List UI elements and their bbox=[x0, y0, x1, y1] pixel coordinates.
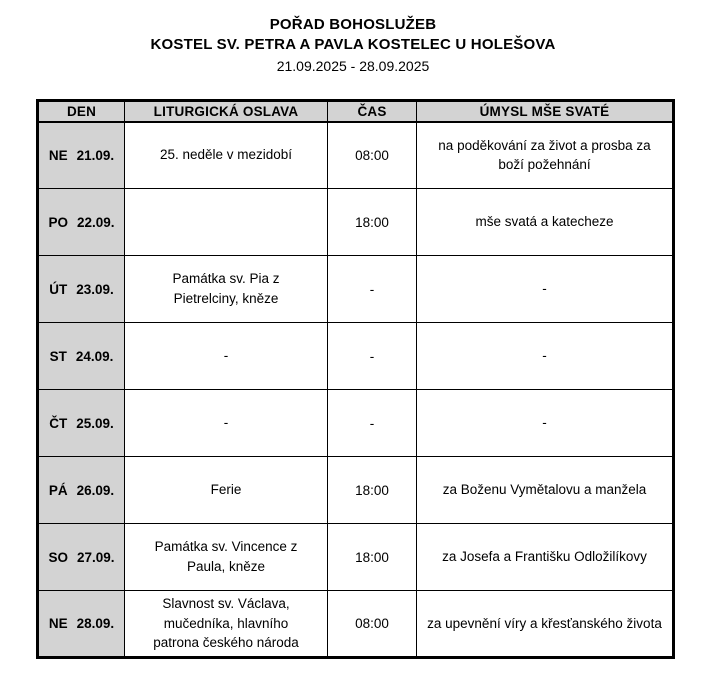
day-date: 25.09. bbox=[76, 415, 114, 431]
intention-cell: za Josefa a Františku Odložilíkovy bbox=[417, 524, 674, 591]
time-cell: - bbox=[328, 390, 417, 457]
day-date: 27.09. bbox=[76, 549, 115, 565]
intention-cell: mše svatá a katecheze bbox=[417, 189, 674, 256]
day-abbreviation: ČT bbox=[49, 415, 68, 431]
day-cell bbox=[38, 524, 125, 591]
day-date: 21.09. bbox=[76, 147, 115, 163]
schedule-table-head bbox=[38, 101, 674, 122]
time-cell: 18:00 bbox=[328, 189, 417, 256]
celebration-cell: 25. neděle v mezidobí bbox=[125, 122, 328, 189]
day-wrap bbox=[42, 282, 121, 297]
day-cell bbox=[38, 256, 125, 323]
table-row bbox=[38, 390, 674, 457]
day-wrap bbox=[42, 416, 121, 431]
celebration-cell: - bbox=[125, 323, 328, 390]
church-name: KOSTEL SV. PETRA A PAVLA KOSTELEC U HOLEŠOVA bbox=[150, 36, 556, 53]
day-wrap bbox=[42, 215, 121, 230]
day-abbreviation: PÁ bbox=[48, 482, 68, 498]
celebration-cell: Památka sv. Pia z Pietrelciny, kněze bbox=[125, 256, 328, 323]
day-wrap bbox=[42, 148, 121, 163]
intention-cell: za Boženu Vymětalovu a manžela bbox=[417, 457, 674, 524]
table-row bbox=[38, 457, 674, 524]
day-date: 26.09. bbox=[76, 482, 115, 498]
intention-cell: za upevnění víry a křesťanského života bbox=[417, 591, 674, 658]
day-wrap bbox=[42, 483, 121, 498]
day-wrap bbox=[42, 550, 121, 565]
day-abbreviation: NE bbox=[48, 147, 68, 163]
celebration-cell: Slavnost sv. Václava, mučedníka, hlavního patrona českého národa bbox=[125, 591, 328, 658]
table-row bbox=[38, 524, 674, 591]
table-row bbox=[38, 256, 674, 323]
header-row bbox=[38, 101, 674, 122]
day-cell bbox=[38, 189, 125, 256]
day-cell bbox=[38, 390, 125, 457]
celebration-cell bbox=[125, 189, 328, 256]
celebration-cell: Ferie bbox=[125, 457, 328, 524]
time-cell: 18:00 bbox=[328, 457, 417, 524]
time-cell: 08:00 bbox=[328, 591, 417, 658]
celebration-cell: - bbox=[125, 390, 328, 457]
schedule-table-body bbox=[38, 122, 674, 658]
day-abbreviation: PO bbox=[48, 214, 68, 230]
day-date: 23.09. bbox=[76, 281, 114, 297]
column-header-umysl-mse-svate: ÚMYSL MŠE SVATÉ bbox=[417, 101, 674, 122]
time-cell: - bbox=[328, 256, 417, 323]
celebration-cell: Památka sv. Vincence z Paula, kněze bbox=[125, 524, 328, 591]
table-row bbox=[38, 189, 674, 256]
day-wrap bbox=[42, 349, 121, 364]
intention-cell: na poděkování za život a prosba za boží požehnání bbox=[417, 122, 674, 189]
page-title: POŘAD BOHOSLUŽEB bbox=[269, 16, 437, 33]
time-cell: 08:00 bbox=[328, 122, 417, 189]
intention-cell: - bbox=[417, 390, 674, 457]
day-cell bbox=[38, 457, 125, 524]
schedule-table bbox=[36, 99, 675, 659]
day-cell bbox=[38, 323, 125, 390]
day-date: 28.09. bbox=[76, 616, 115, 631]
time-cell: - bbox=[328, 323, 417, 390]
day-abbreviation: ST bbox=[49, 348, 67, 364]
column-header-den: DEN bbox=[38, 101, 125, 122]
intention-cell: - bbox=[417, 256, 674, 323]
day-abbreviation: ÚT bbox=[49, 281, 68, 297]
day-wrap bbox=[42, 616, 121, 631]
day-date: 22.09. bbox=[76, 214, 115, 230]
time-cell: 18:00 bbox=[328, 524, 417, 591]
table-row bbox=[38, 323, 674, 390]
day-cell bbox=[38, 591, 125, 658]
date-range: 21.09.2025 - 28.09.2025 bbox=[276, 58, 430, 74]
column-header-cas: ČAS bbox=[328, 101, 417, 122]
column-header-liturgicka-oslava: LITURGICKÁ OSLAVA bbox=[125, 101, 328, 122]
day-abbreviation: NE bbox=[48, 616, 68, 631]
day-cell bbox=[38, 122, 125, 189]
intention-cell: - bbox=[417, 323, 674, 390]
document-header bbox=[0, 0, 706, 77]
day-abbreviation: SO bbox=[48, 549, 68, 565]
table-row bbox=[38, 591, 674, 658]
day-date: 24.09. bbox=[75, 348, 114, 364]
table-row bbox=[38, 122, 674, 189]
